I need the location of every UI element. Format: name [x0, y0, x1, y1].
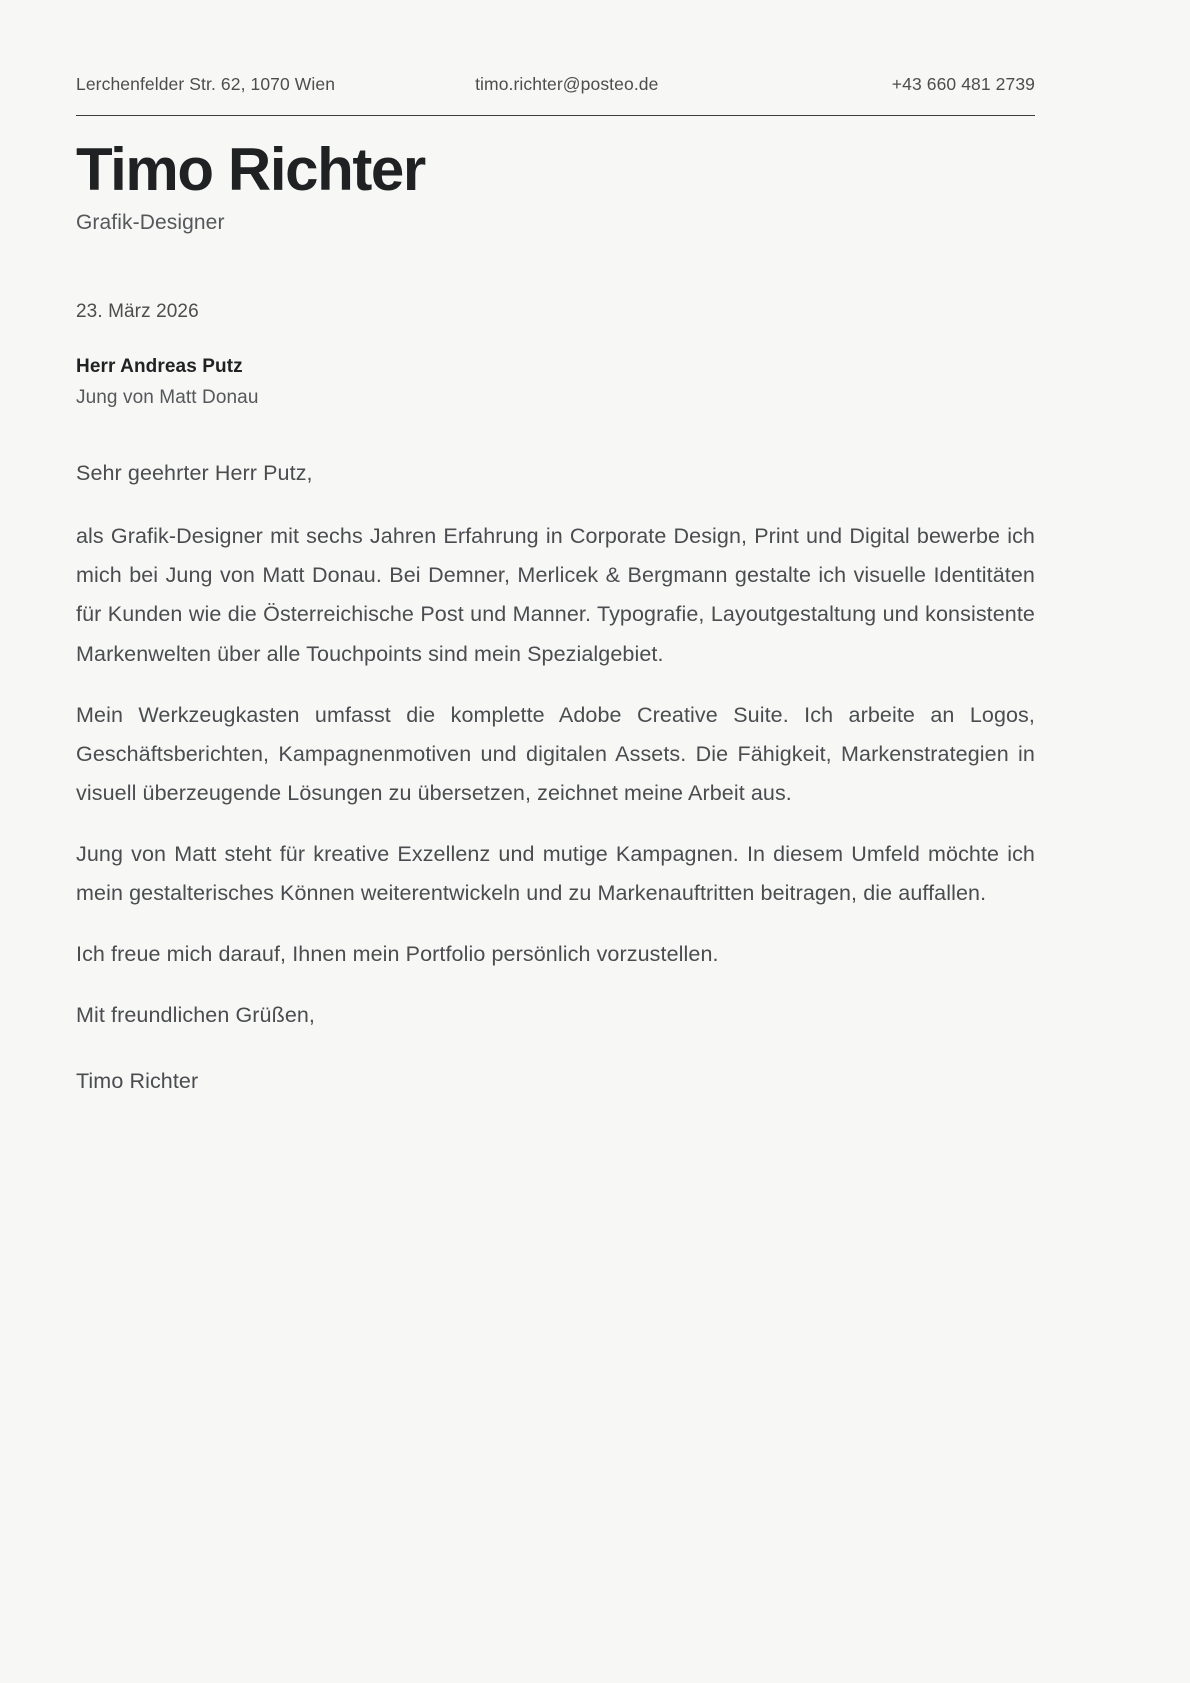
contact-address: Lerchenfelder Str. 62, 1070 Wien — [76, 74, 336, 94]
letter-body — [76, 454, 1035, 1101]
contact-header — [76, 74, 1035, 116]
body-paragraph-3: Jung von Matt steht für kreative Exzellenz und mutige Kampagnen. In diesem Umfeld möchte ich mein gestalterisches Können weiterentwickeln und zu Markenauftritten beitragen, die auffallen. — [76, 842, 1035, 906]
recipient-company: Jung von Matt Donau — [76, 387, 259, 408]
job-title: Grafik-Designer — [76, 211, 225, 234]
recipient-name: Herr Andreas Putz — [76, 356, 243, 377]
body-paragraph-1: als Grafik-Designer mit sechs Jahren Erfahrung in Corporate Design, Print und Digital bewerbe ich mich bei Jung von Matt Donau. Bei Demner, Merlicek & Bergmann gestalte ich visuelle Identitäten für Kunden wie die Österreichische Post und Manner. Typografie, Layoutgestaltung und konsistente Markenwelten über alle Touchpoints sind mein Spezialgebiet. — [76, 524, 1035, 666]
recipient-block — [76, 356, 1035, 409]
letter-date: 23. März 2026 — [76, 301, 199, 322]
contact-email[interactable]: timo.richter@posteo.de — [475, 74, 659, 94]
signature-name: Timo Richter — [76, 1068, 199, 1093]
salutation: Sehr geehrter Herr Putz, — [76, 461, 313, 485]
body-paragraph-2: Mein Werkzeugkasten umfasst die komplette Adobe Creative Suite. Ich arbeite an Logos, Geschäftsberichten, Kampagnenmotiven und digitalen Assets. Die Fähigkeit, Markenstrategien in visuell überzeugende Lösungen zu übersetzen, zeichnet meine Arbeit aus. — [76, 702, 1035, 805]
page-title: Timo Richter — [76, 136, 425, 203]
closing-line: Ich freue mich darauf, Ihnen mein Portfolio persönlich vorzustellen. — [76, 942, 719, 967]
sign-off: Mit freundlichen Grüßen, — [76, 1003, 316, 1028]
contact-phone[interactable]: +43 660 481 2739 — [891, 74, 1035, 94]
identity-block — [76, 116, 1035, 235]
